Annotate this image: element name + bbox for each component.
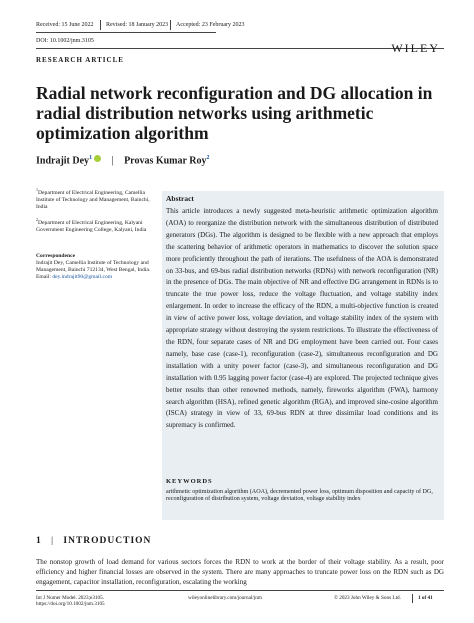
wiley-logo: WILEY xyxy=(391,41,440,55)
affiliation xyxy=(36,186,156,211)
doi: DOI: 10.1002/jnm.3105 xyxy=(36,38,94,44)
page-number: 1 of 41 xyxy=(418,595,433,601)
email-link[interactable]: dey.indrajit90@gmail.com xyxy=(52,274,113,281)
affiliation-text: Department of Electrical Engineering, Kalyani Government Engineering College, Kalyani, India xyxy=(36,219,147,233)
footer-divider xyxy=(412,594,413,603)
affiliation xyxy=(36,216,156,234)
journal-site-link[interactable]: wileyonlinelibrary.com/journal/jnm xyxy=(188,595,262,601)
correspondence xyxy=(36,253,156,281)
paper-title: Radial network reconfiguration and DG allocation in radial distribution networks using arithmetic optimization algorithm xyxy=(36,83,433,143)
author-separator: | xyxy=(111,155,114,167)
affiliation-ref: 2 xyxy=(206,155,210,161)
email-label: Email: xyxy=(36,274,51,281)
introduction-text: The nonstop growth of load demand for various sectors forces the RDN to work at the border of their voltage stability. As a result, poor efficiency and higher financial losses are observed in the system. There are many approaches to truncate power loss on the RDN such as DG engagement, capacitor installation, reconfiguration, escalating the working xyxy=(36,558,444,587)
author-list xyxy=(36,155,210,166)
correspondence-text: Indrajit Dey, Camellia Institute of Technology and Management, Bainchi 712134, West Bengal, India. xyxy=(36,260,151,274)
section-separator: | xyxy=(51,536,55,546)
affiliation-ref: 1 xyxy=(89,155,93,161)
affiliation-text: Department of Electrical Engineering, Camellia Institute of Technology and Management, Bainchi, India xyxy=(36,189,150,211)
footer-rule xyxy=(36,590,444,591)
doi-rule xyxy=(36,48,444,49)
affiliation-number: 2 xyxy=(36,217,38,222)
header-rule xyxy=(36,32,216,33)
orcid-icon[interactable] xyxy=(94,155,101,162)
header-divider xyxy=(170,20,171,30)
author-name[interactable]: Indrajit Dey xyxy=(36,155,90,167)
header-divider xyxy=(100,20,101,30)
footer-citation xyxy=(36,595,105,608)
abstract-heading: Abstract xyxy=(166,194,194,203)
journal-citation: Int J Numer Model. 2023;e3105. xyxy=(36,595,105,601)
received-date: Received: 15 June 2022 xyxy=(36,22,94,28)
article-type: RESEARCH ARTICLE xyxy=(36,56,124,64)
author-name[interactable]: Provas Kumar Roy xyxy=(124,155,207,167)
keywords-heading: KEYWORDS xyxy=(166,478,213,485)
abstract-text: This article introduces a newly suggested meta-heuristic arithmetic optimization algorithm (AOA) to reorganize the distribution network with the simultaneous distribution of distributed generators (DGs). The algorithm is designed to be flexible with a new approach that employs the scattering behavior of arithmetic operators in mathematics to discover the solution space more proficiently throughout the path of iterations. The usefulness of the AOA is demonstrated on 33-bus, and 69-bus radial distribution networks (RDNs) with network reconfiguration (NR) in the presence of DGs. The main objective of NR and effective DG arrangement in RDNs is to truncate the true power loss, reduce the voltage fluctuation, and voltage stability index enlargement. In order to increase the efficacy of the RDN, a multi-objective function is created in view of active power loss, voltage deviation, and voltage stability index of the system with appropriate strategy without destroying the system restrictions. To illustrate the effectiveness of the RDN, four separate cases of NR and DG employment have been carried out. Four cases namely, base case (case-1), reconfiguration (case-2), simultaneous reconfiguration and DG installation with a unity power factor (case-3), and simultaneous reconfiguration and DG installation with 0.95 lagging power factor (case-4) are explored. The projected technique gives better results than other renowned methods, namely, fireworks algorithm (FWA), harmony search algorithm (HSA), refined genetic algorithm (RGA), and improved sine-cosine algorithm (ISCA) strategy in view of 33, 69-bus RDN at three dissimilar load conditions and its supremacy is confirmed. xyxy=(166,207,438,430)
affiliation-number: 1 xyxy=(36,187,38,192)
copyright: © 2023 John Wiley & Sons Ltd. xyxy=(334,595,401,601)
correspondence-label: Correspondence xyxy=(36,253,76,259)
keywords-text: arithmetic optimization algorithm (AOA), decremented power loss, optimum disposition and capacity of DG, reconfiguration of distribution system, voltage deviation, voltage stability index xyxy=(166,489,433,503)
section-number: 1 xyxy=(36,536,42,546)
doi-link[interactable]: https://doi.org/10.1002/jnm.3105 xyxy=(36,601,105,608)
revised-date: Revised: 18 January 2023 xyxy=(106,22,169,28)
section-heading xyxy=(36,536,151,546)
accepted-date: Accepted: 23 February 2023 xyxy=(176,22,245,28)
section-title: INTRODUCTION xyxy=(63,536,152,546)
